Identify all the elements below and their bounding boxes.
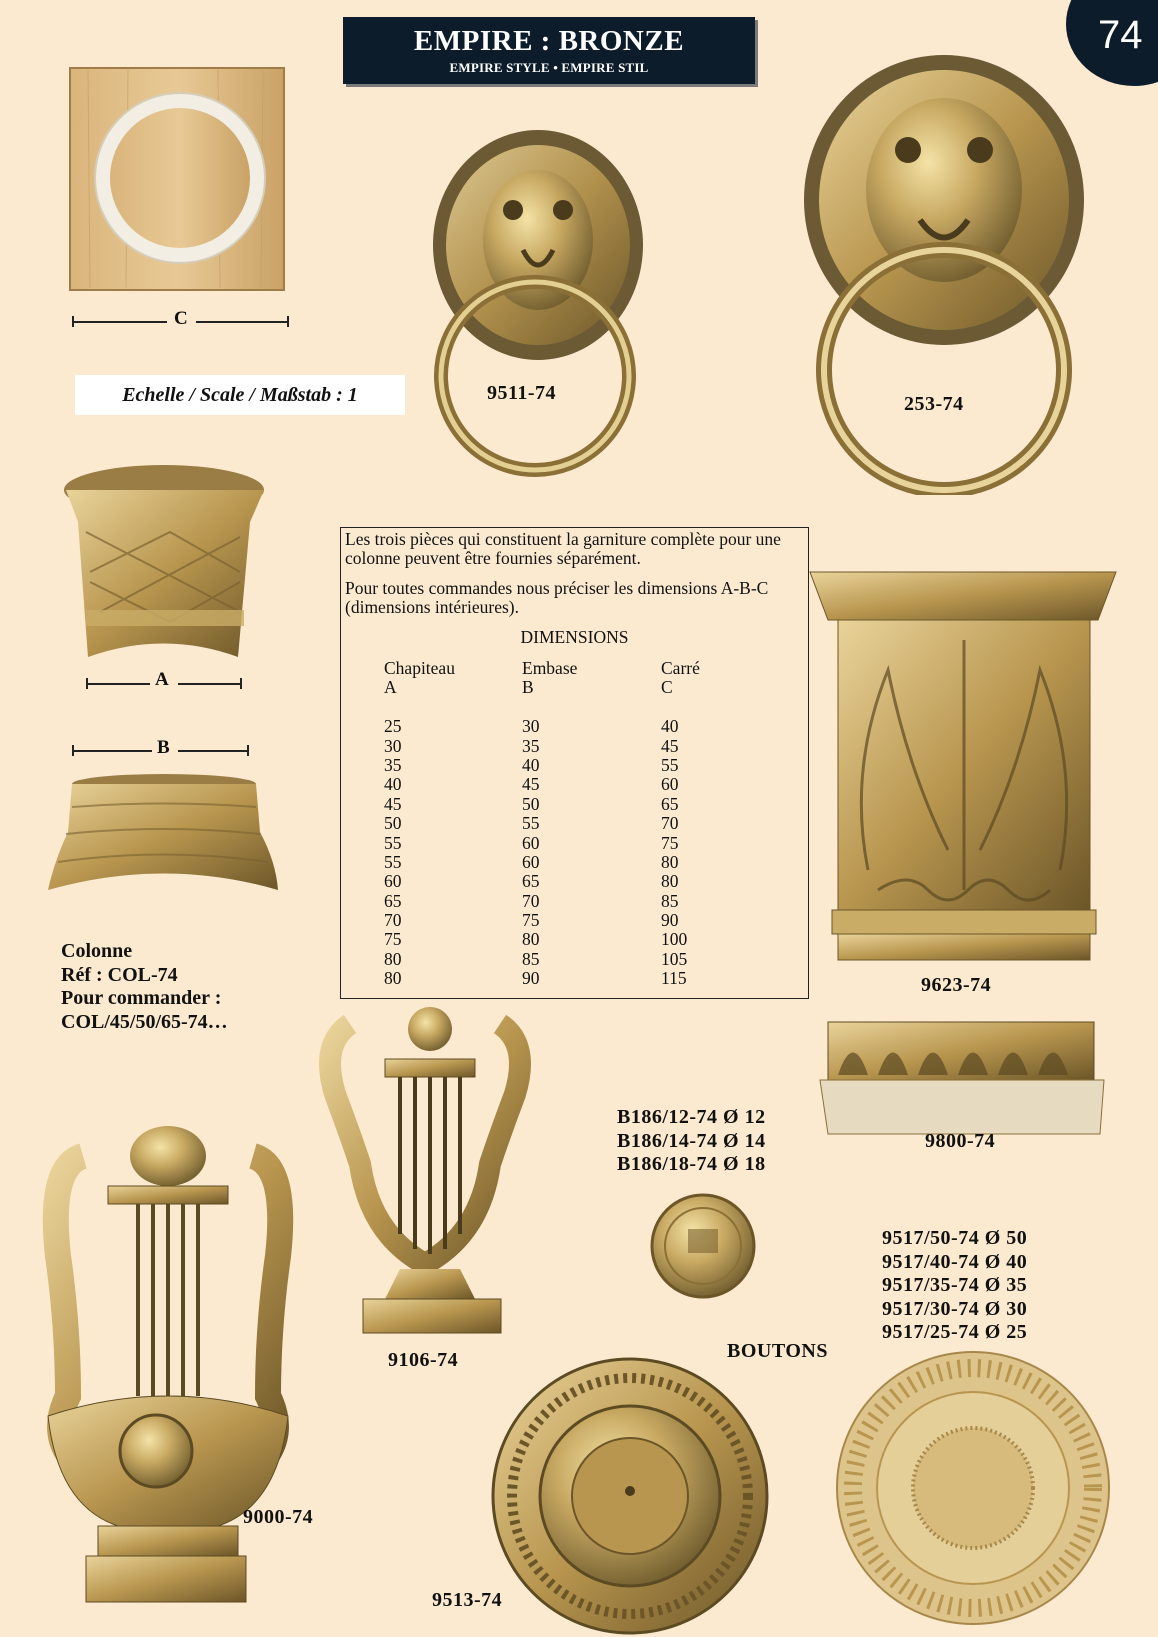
table-cell: 80: [384, 948, 402, 969]
scale-label: Echelle / Scale / Maßstab : 1: [75, 375, 405, 415]
table-cell: 45: [661, 735, 679, 756]
carre-image: [68, 66, 290, 294]
column-letter: B: [522, 677, 534, 698]
table-cell: 75: [661, 832, 679, 853]
table-cell: 100: [661, 929, 688, 950]
dimension-tick: [86, 678, 88, 689]
table-cell: 75: [384, 929, 402, 950]
dimension-tick: [247, 745, 249, 756]
column-header: Carré: [661, 658, 700, 678]
table-cell: 115: [661, 968, 687, 989]
dim-column-embase: [522, 659, 577, 989]
info-paragraph-1: Les trois pièces qui constituent la garniture complète pour une colonne peuvent être fournies séparément.: [345, 529, 781, 568]
rosette-9513-image: [490, 1356, 770, 1636]
dim-column-carre: [661, 659, 700, 989]
dimension-line-a-right: [178, 683, 241, 685]
item-code-9511: 9511-74: [487, 382, 557, 404]
table-cell: 75: [522, 910, 540, 931]
dimensions-info-box: [340, 527, 809, 999]
table-cell: 35: [384, 754, 402, 775]
lyre-small-image: [315, 1004, 545, 1339]
table-cell: 105: [661, 948, 688, 969]
column-header: Chapiteau: [384, 658, 455, 678]
item-code-9106: 9106-74: [388, 1349, 459, 1371]
dimension-label-b: B: [157, 737, 170, 758]
item-code-9000: 9000-74: [243, 1506, 314, 1528]
table-cell: 30: [522, 716, 540, 737]
info-paragraph-2: Pour toutes commandes nous préciser les dimensions A-B-C (dimensions intérieures).: [345, 578, 769, 617]
column-letter: A: [384, 677, 397, 698]
table-cell: 40: [661, 716, 679, 737]
table-cell: 60: [661, 774, 679, 795]
table-cell: 45: [384, 793, 402, 814]
lion-ring-large-image: [800, 50, 1090, 495]
item-code-9623: 9623-74: [921, 974, 992, 996]
table-cell: 70: [522, 890, 540, 911]
column-letter: C: [661, 677, 673, 698]
page-title: EMPIRE : BRONZE: [413, 25, 685, 57]
table-cell: 25: [384, 716, 402, 737]
dimension-tick: [72, 745, 74, 756]
table-cell: 35: [522, 735, 540, 756]
capital-image: [808, 570, 1120, 965]
dimension-line-c-right: [196, 321, 288, 323]
table-cell: 70: [384, 910, 402, 931]
table-cell: 55: [661, 754, 679, 775]
table-cell: 50: [384, 813, 402, 834]
table-cell: 65: [522, 871, 540, 892]
table-cell: 30: [384, 735, 402, 756]
table-cell: 70: [661, 813, 679, 834]
rosette-9517-image: [834, 1349, 1112, 1627]
page-subtitle: EMPIRE STYLE • EMPIRE STIL: [449, 60, 649, 75]
table-cell: 90: [661, 910, 679, 931]
table-cell: 60: [384, 871, 402, 892]
table-cell: 60: [522, 851, 540, 872]
table-cell: 65: [661, 793, 679, 814]
dimension-tick: [240, 678, 242, 689]
dim-column-chapiteau: [384, 659, 455, 989]
table-cell: 85: [522, 948, 540, 969]
dimension-label-c: C: [174, 308, 188, 329]
table-cell: 50: [522, 793, 540, 814]
table-cell: 60: [522, 832, 540, 853]
dimension-tick: [287, 316, 289, 327]
boutons-label: BOUTONS: [727, 1340, 828, 1362]
page-number: 74: [1098, 13, 1143, 57]
dimension-line-b-left: [72, 750, 152, 752]
dimension-label-a: A: [155, 669, 169, 690]
table-cell: 40: [522, 754, 540, 775]
table-cell: 90: [522, 968, 540, 989]
table-cell: 45: [522, 774, 540, 795]
header-banner: [343, 17, 755, 84]
dimension-tick: [72, 316, 74, 327]
dimension-line-a-left: [86, 683, 150, 685]
table-cell: 80: [384, 968, 402, 989]
table-cell: 80: [661, 851, 679, 872]
frieze-image: [818, 1020, 1106, 1138]
table-cell: 80: [522, 929, 540, 950]
chapiteau-image: [60, 462, 270, 672]
button-b186-image: [650, 1193, 756, 1299]
table-cell: 85: [661, 890, 679, 911]
table-cell: 65: [384, 890, 402, 911]
lyre-large-image: [38, 1126, 300, 1606]
embase-image: [46, 772, 280, 894]
dimensions-title: DIMENSIONS: [520, 627, 629, 647]
colonne-reference: Colonne Réf : COL-74 Pour commander : COL/45/50/65-74…: [61, 940, 228, 1033]
b9517-codes: 9517/50-74 Ø 50 9517/40-74 Ø 40 9517/35-74 Ø 35 9517/30-74 Ø 30 9517/25-74 Ø 25: [882, 1227, 1028, 1343]
table-cell: 55: [522, 813, 540, 834]
item-code-9513: 9513-74: [432, 1589, 503, 1611]
item-code-253: 253-74: [904, 393, 964, 415]
table-cell: 40: [384, 774, 402, 795]
table-cell: 55: [384, 832, 402, 853]
table-cell: 55: [384, 851, 402, 872]
column-header: Embase: [522, 658, 578, 678]
lion-ring-small-image: [428, 130, 653, 478]
item-code-9800: 9800-74: [925, 1130, 996, 1152]
b186-codes: B186/12-74 Ø 12 B186/14-74 Ø 14 B186/18-74 Ø 18: [617, 1106, 766, 1175]
dimension-line-c-left: [72, 321, 167, 323]
table-cell: 80: [661, 871, 679, 892]
dimension-line-b-right: [178, 750, 248, 752]
